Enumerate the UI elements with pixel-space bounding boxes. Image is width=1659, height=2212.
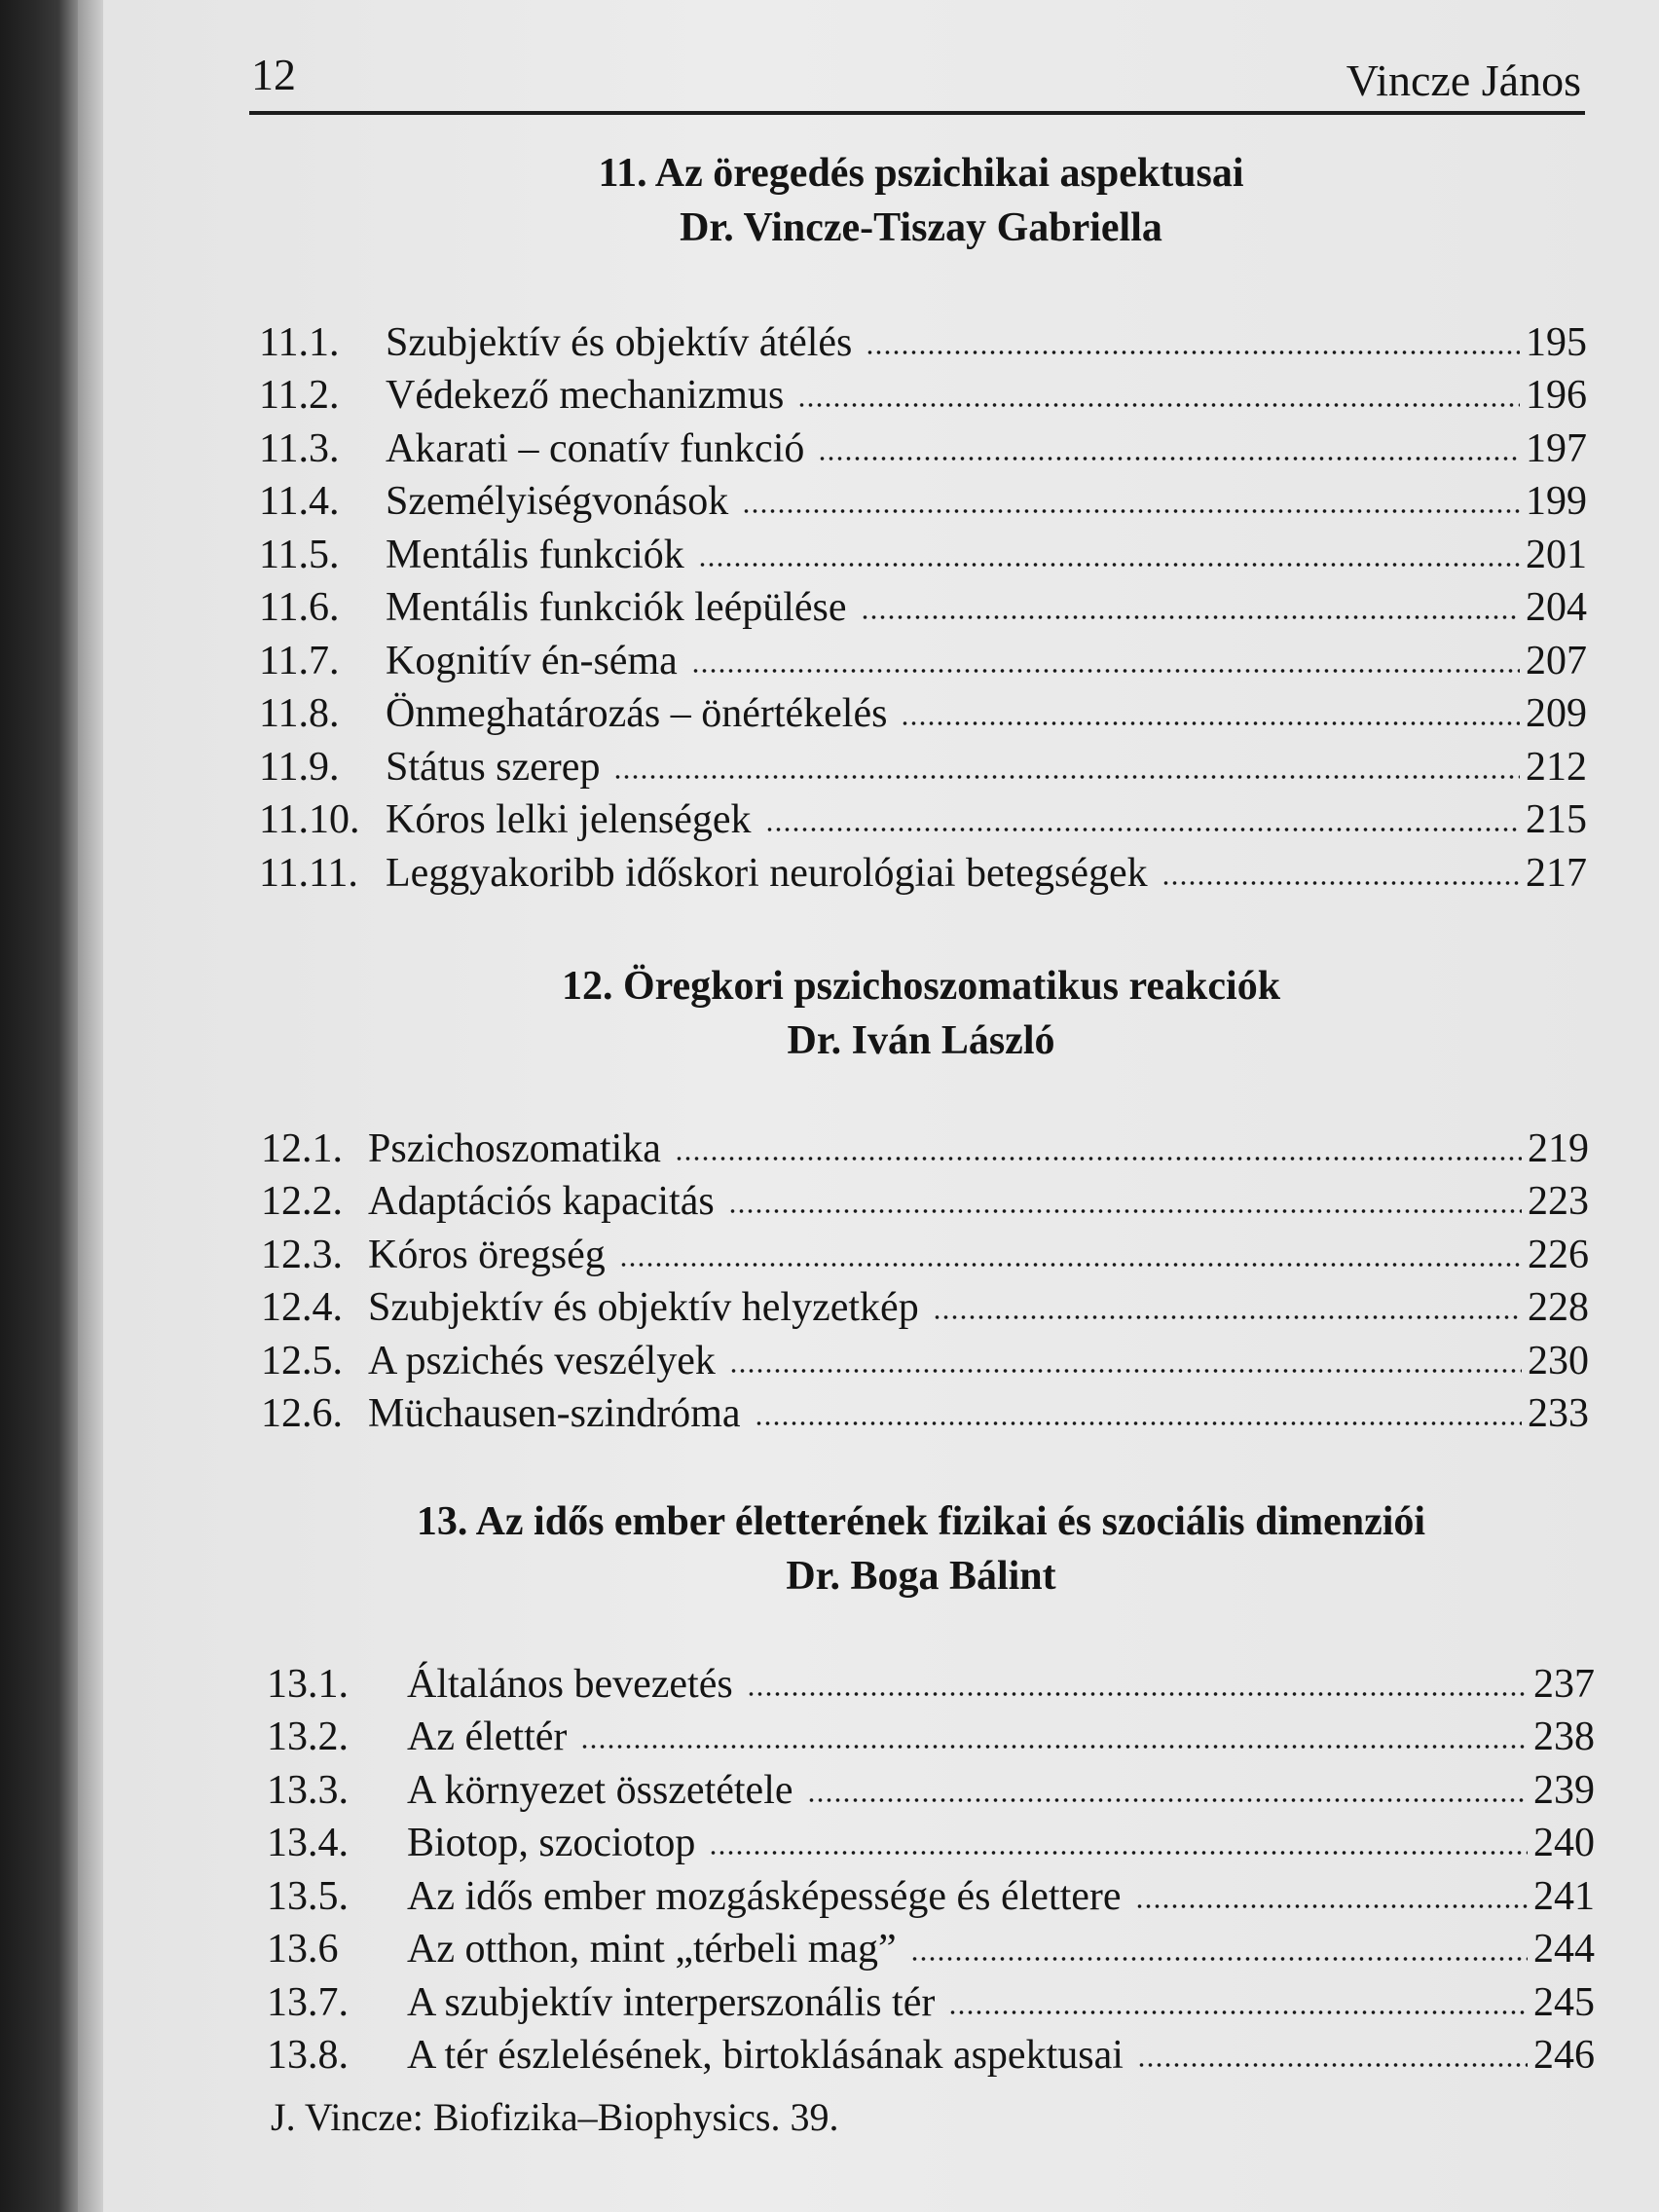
entry-number: 12.6. [261,1391,343,1436]
dot-leader [698,562,1520,568]
toc-entry[interactable] [259,632,1587,685]
toc-entry[interactable] [261,1120,1589,1173]
entry-page: 223 [1528,1179,1589,1224]
section-title: 12. Öregkori pszichoszomatikus reakciók [561,964,1281,1009]
entry-title: Az élettér [407,1714,568,1759]
dot-leader [765,827,1520,832]
toc-entry[interactable] [259,367,1587,421]
dot-leader [948,2009,1528,2015]
toc-entry[interactable] [259,420,1587,473]
entry-page: 230 [1528,1338,1589,1383]
entry-page: 246 [1533,2033,1595,2078]
dot-leader [747,1691,1528,1697]
dot-leader [580,1744,1528,1750]
entry-page: 240 [1533,1821,1595,1865]
entry-number: 11.8. [259,691,340,736]
toc-entry[interactable] [259,685,1587,739]
section-heading [249,146,1593,255]
toc-entry[interactable] [267,1921,1595,1974]
entry-number: 13.5. [267,1873,349,1919]
section-title: 13. Az idős ember életterének fizikai és szociális dimenziói [416,1499,1426,1544]
dot-leader [933,1314,1522,1320]
entry-title: Pszichoszomatika [368,1125,661,1171]
dot-leader [910,1956,1528,1962]
dot-leader [807,1797,1529,1803]
header-rule [249,111,1585,115]
book-spine [0,0,78,2212]
entry-page: 233 [1528,1391,1589,1436]
toc-entry[interactable] [267,1761,1595,1815]
entry-title: Leggyakoribb időskori neurológiai betegségek [386,850,1148,896]
entry-page: 196 [1526,373,1587,418]
entry-title: Önmeghatározás – önértékelés [386,691,888,736]
dot-leader [729,1368,1522,1374]
entry-page: 228 [1528,1285,1589,1330]
toc-entry[interactable] [259,579,1587,633]
entry-number: 13.1. [267,1661,349,1707]
page-edge [78,0,103,2212]
entry-page: 226 [1528,1232,1589,1277]
entry-number: 11.5. [259,532,340,577]
entry-number: 11.10. [259,797,360,842]
dot-leader [1135,1903,1528,1909]
toc-entry[interactable] [259,844,1587,898]
toc-entry[interactable] [267,1815,1595,1868]
section-author: Dr. Iván László [787,1018,1055,1063]
entry-number: 13.4. [267,1821,349,1865]
entry-title: Mentális funkciók leépülése [386,585,847,630]
toc-entry[interactable] [261,1226,1589,1279]
entry-number: 11.7. [259,638,340,683]
entry-page: 238 [1533,1714,1595,1759]
toc-entry[interactable] [267,2027,1595,2081]
entry-number: 13.3. [267,1767,349,1813]
entry-number: 12.2. [261,1179,343,1224]
entry-page: 219 [1528,1125,1589,1171]
entry-title: Mentális funkciók [386,532,684,577]
entry-title: Általános bevezetés [407,1661,733,1707]
section-author: Dr. Boga Bálint [786,1554,1056,1599]
section-heading [249,959,1593,1068]
entry-title: Kóros öregség [368,1232,606,1277]
entry-title: A szubjektív interperszonális tér [407,1979,936,2025]
entry-page: 199 [1526,479,1587,524]
entry-page: 245 [1533,1979,1595,2025]
entry-title: Személyiségvonások [386,479,729,524]
dot-leader [755,1420,1522,1426]
entry-number: 11.6. [259,585,340,630]
toc-entry[interactable] [261,1173,1589,1227]
dot-leader [901,720,1520,726]
dot-leader [797,402,1520,408]
toc-entry[interactable] [259,526,1587,579]
entry-title: Akarati – conatív funkció [386,425,805,471]
dot-leader [861,614,1520,620]
section-author: Dr. Vincze-Tiszay Gabriella [680,205,1162,250]
entry-number: 13.6 [267,1927,339,1972]
entry-page: 197 [1526,425,1587,471]
entry-page: 201 [1526,532,1587,577]
toc-entry[interactable] [267,1867,1595,1921]
entry-title: A pszichés veszélyek [368,1338,716,1383]
entry-page: 244 [1533,1927,1595,1972]
entry-number: 11.4. [259,479,340,524]
entry-page: 239 [1533,1767,1595,1813]
entry-page: 237 [1533,1661,1595,1707]
entry-page: 204 [1526,585,1587,630]
entry-title: Védekező mechanizmus [386,373,785,418]
toc-entry[interactable] [261,1332,1589,1385]
running-head: Vincze János [1346,55,1581,105]
toc-list [261,1120,1589,1438]
dot-leader [866,350,1520,355]
entry-number: 12.3. [261,1232,343,1277]
dot-leader [691,668,1520,674]
footer-citation: J. Vincze: Biofizika–Biophysics. 39. [271,2095,839,2139]
entry-number: 13.2. [267,1714,349,1759]
dot-leader [675,1156,1522,1161]
entry-title: A környezet összetétele [407,1767,793,1813]
entry-page: 241 [1533,1873,1595,1919]
section-heading [249,1494,1593,1604]
entry-page: 217 [1526,850,1587,896]
entry-number: 12.4. [261,1285,343,1330]
toc-list [259,313,1587,898]
dot-leader [742,508,1520,514]
entry-page: 195 [1526,319,1587,365]
entry-title: Szubjektív és objektív helyzetkép [368,1285,919,1330]
toc-entry[interactable] [259,473,1587,527]
entry-number: 11.1. [259,319,340,365]
entry-title: Az idős ember mozgásképessége és élettere [407,1873,1122,1919]
entry-title: Biotop, szociotop [407,1821,696,1865]
toc-entry[interactable] [259,792,1587,845]
entry-number: 11.2. [259,373,340,418]
entry-title: Kognitív én-séma [386,638,678,683]
entry-page: 209 [1526,691,1587,736]
entry-title: Az otthon, mint „térbeli mag” [407,1927,897,1972]
entry-title: Müchausen-szindróma [368,1391,741,1436]
entry-number: 12.1. [261,1125,343,1171]
page-number: 12 [251,50,296,99]
entry-number: 13.8. [267,2033,349,2078]
toc-entry[interactable] [259,738,1587,792]
toc-entry[interactable] [261,1279,1589,1333]
entry-title: A tér észlelésének, birtoklásának aspektusai [407,2033,1124,2078]
toc-entry[interactable] [261,1385,1589,1439]
toc-list [267,1655,1595,2080]
dot-leader [1161,880,1520,886]
entry-title: Adaptációs kapacitás [368,1179,715,1224]
section-title: 11. Az öregedés pszichikai aspektusai [598,151,1244,196]
dot-leader [613,774,1520,780]
dot-leader [709,1850,1528,1856]
entry-title: Szubjektív és objektív átélés [386,319,853,365]
entry-page: 212 [1526,744,1587,790]
dot-leader [619,1262,1522,1268]
entry-page: 215 [1526,797,1587,842]
dot-leader [728,1208,1522,1214]
entry-number: 12.5. [261,1338,343,1383]
toc-entry[interactable] [259,313,1587,367]
entry-title: Státus szerep [386,744,601,790]
toc-entry[interactable] [267,1973,1595,2027]
entry-number: 11.11. [259,850,358,896]
dot-leader [818,456,1520,461]
entry-number: 13.7. [267,1979,349,2025]
dot-leader [1137,2062,1528,2068]
entry-number: 11.3. [259,425,340,471]
toc-entry[interactable] [267,1709,1595,1762]
toc-entry[interactable] [267,1655,1595,1709]
entry-title: Kóros lelki jelenségek [386,797,752,842]
page-header [249,49,1585,117]
entry-number: 11.9. [259,744,340,790]
entry-page: 207 [1526,638,1587,683]
